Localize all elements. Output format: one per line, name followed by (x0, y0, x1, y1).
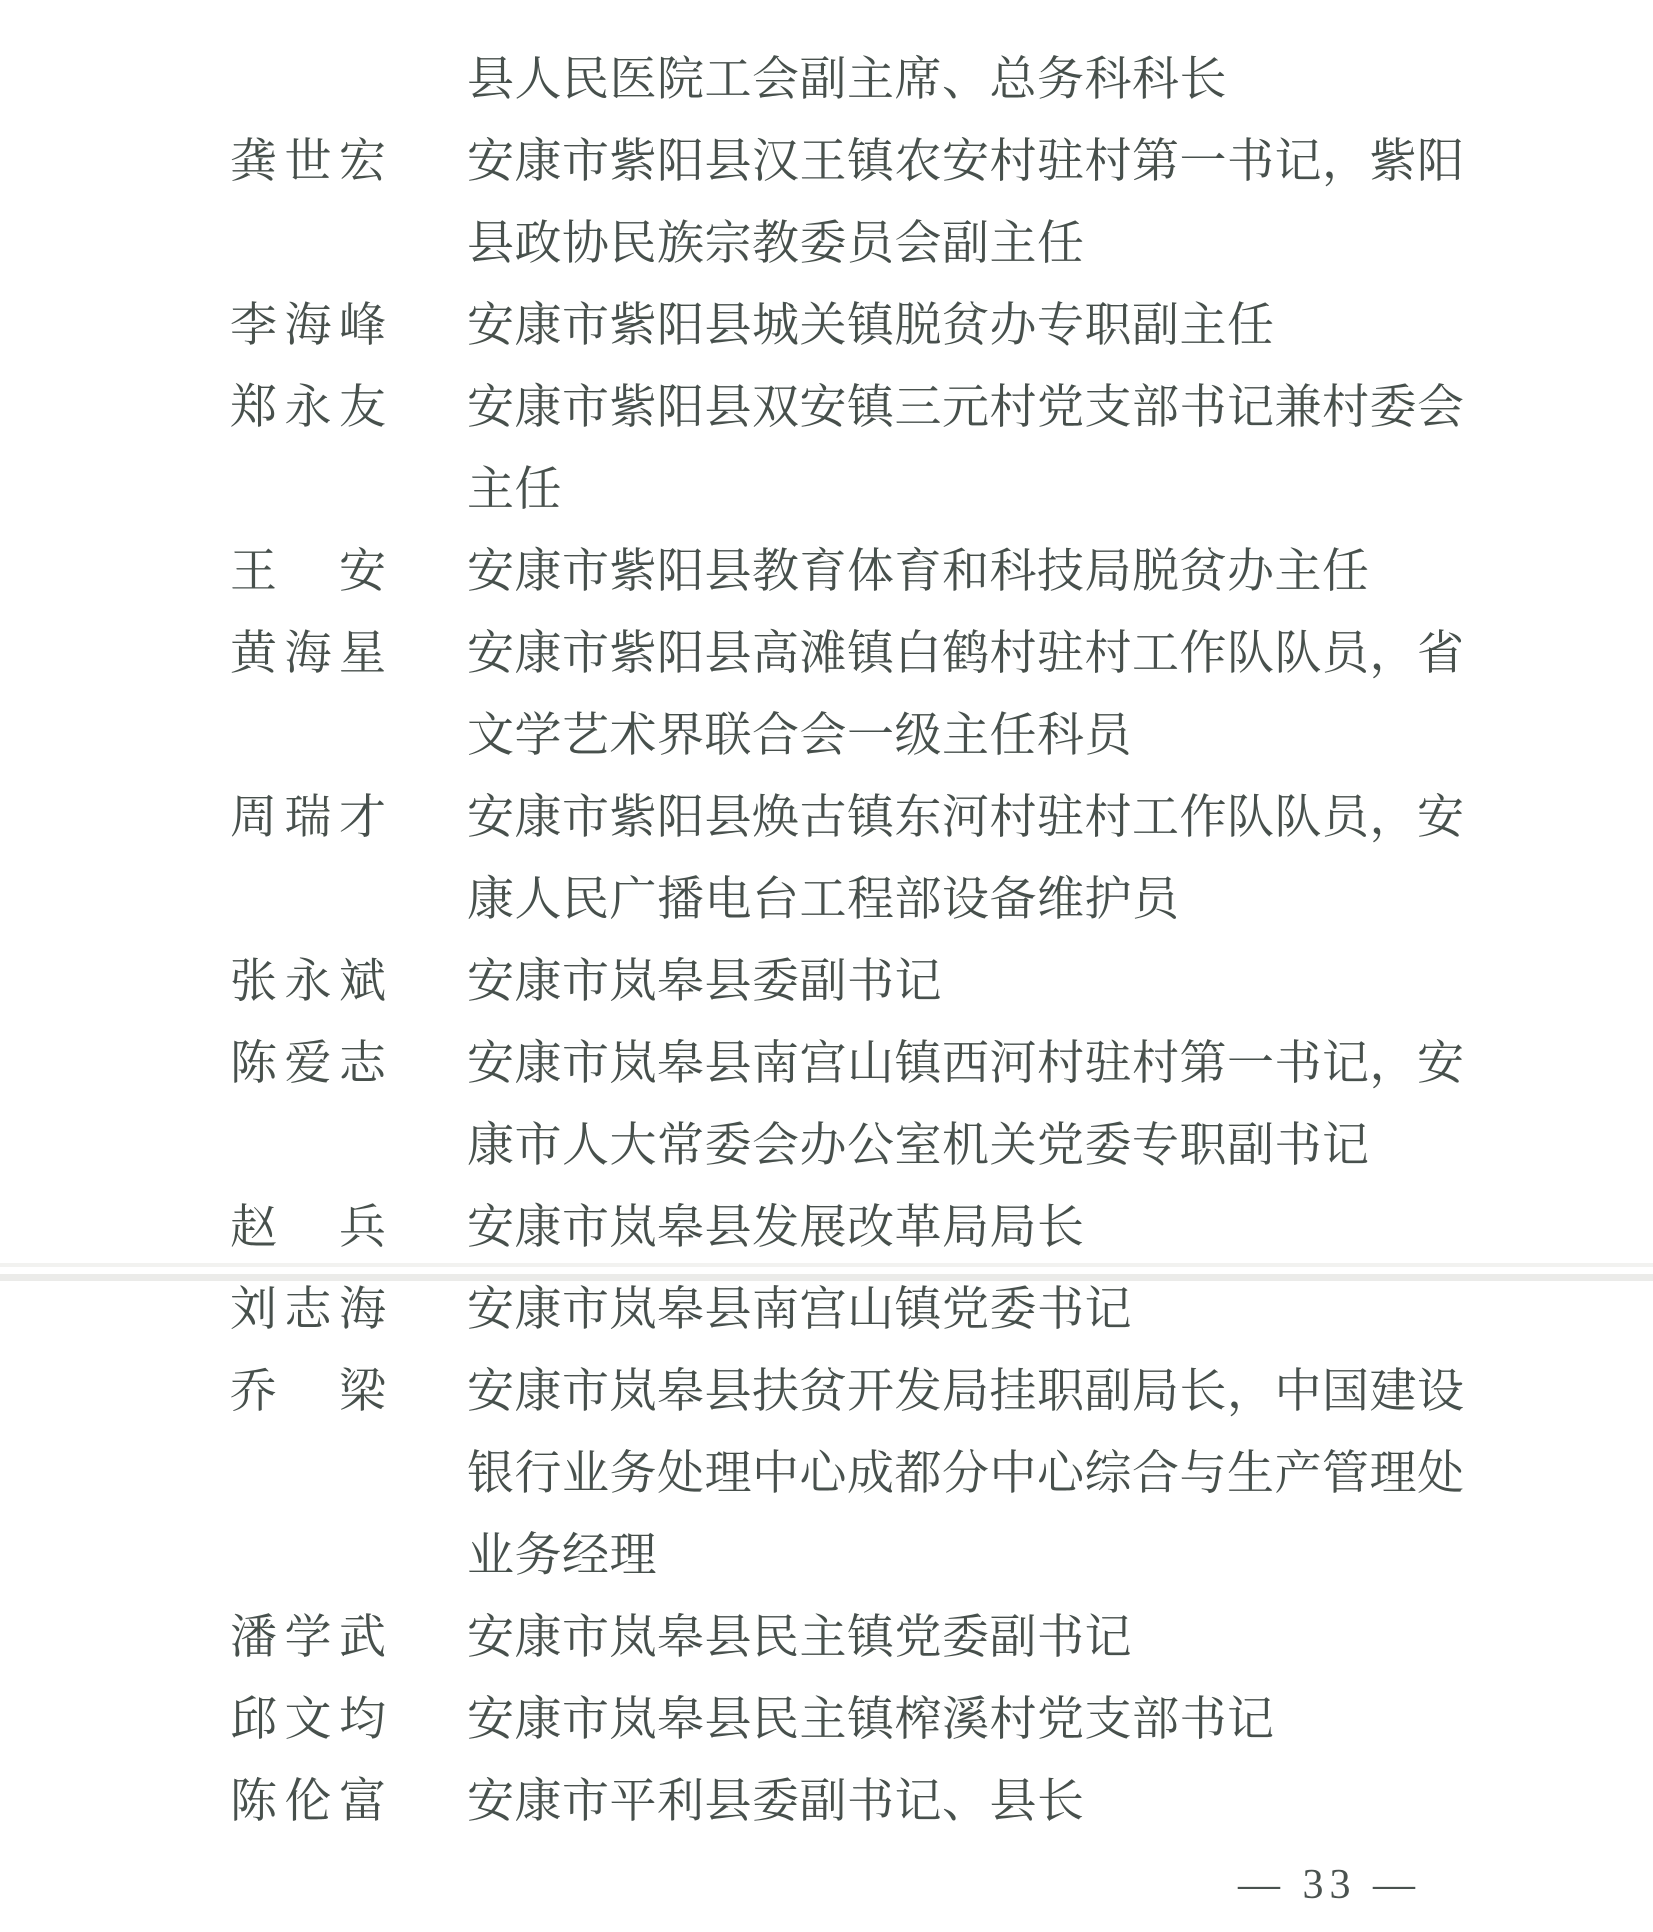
honoree-role-line: 安康市岚皋县南宫山镇党委书记 (467, 1284, 1132, 1336)
honoree-role-line: 康市人大常委会办公室机关党委专职副书记 (467, 1120, 1370, 1172)
honoree-entry (230, 777, 1653, 941)
page-number: — 33 — (1238, 1862, 1421, 1908)
honoree-role-line: 安康市紫阳县教育体育和科技局脱贫办主任 (467, 546, 1370, 598)
honoree-entry (230, 121, 1653, 285)
honoree-role-line: 安康市紫阳县城关镇脱贫办专职副主任 (467, 300, 1275, 352)
honoree-name: 王安 (230, 546, 386, 598)
honoree-role-column (467, 941, 1653, 1023)
honoree-entry (230, 367, 1653, 531)
honoree-role-column (467, 121, 1653, 285)
honoree-entry (230, 531, 1653, 613)
honoree-entry (230, 39, 1653, 121)
honoree-entry (230, 1269, 1653, 1351)
honoree-name-column (230, 613, 386, 695)
honoree-role-column (467, 613, 1653, 777)
honoree-role-column (467, 1679, 1653, 1761)
honoree-entry (230, 1023, 1653, 1187)
honoree-list (230, 39, 1653, 1843)
honoree-name: 刘志海 (230, 1284, 386, 1336)
honoree-role-line: 安康市紫阳县高滩镇白鹤村驻村工作队队员，省 (467, 628, 1465, 680)
honoree-role-column (467, 1761, 1653, 1843)
honoree-role-line: 县人民医院工会副主席、总务科科长 (467, 54, 1227, 106)
honoree-name-column (230, 121, 386, 203)
honoree-name: 陈爱志 (230, 1038, 386, 1090)
honoree-role-column (467, 777, 1653, 941)
honoree-role-line: 安康市平利县委副书记、县长 (467, 1776, 1085, 1828)
honoree-role-line: 安康市岚皋县民主镇榨溪村党支部书记 (467, 1694, 1275, 1746)
honoree-entry (230, 1351, 1653, 1597)
honoree-role-column (467, 1351, 1653, 1597)
honoree-entry (230, 1679, 1653, 1761)
honoree-role-column (467, 367, 1653, 531)
honoree-role-line: 银行业务处理中心成都分中心综合与生产管理处 (467, 1448, 1465, 1500)
honoree-entry (230, 941, 1653, 1023)
honoree-name-column (230, 1679, 386, 1761)
honoree-name-column (230, 1023, 386, 1105)
honoree-role-line: 安康市岚皋县发展改革局局长 (467, 1202, 1085, 1254)
honoree-role-column (467, 1597, 1653, 1679)
honoree-name: 李海峰 (230, 300, 386, 352)
honoree-name-column (230, 1351, 386, 1433)
honoree-entry (230, 613, 1653, 777)
honoree-name: 周瑞才 (230, 792, 386, 844)
honoree-role-line: 文学艺术界联合会一级主任科员 (467, 710, 1132, 762)
honoree-name-column (230, 531, 386, 613)
honoree-role-column (467, 531, 1653, 613)
honoree-name-column (230, 285, 386, 367)
honoree-name-column (230, 1269, 386, 1351)
honoree-name-column (230, 1597, 386, 1679)
honoree-role-line: 业务经理 (467, 1530, 657, 1582)
honoree-role-line: 安康市岚皋县民主镇党委副书记 (467, 1612, 1132, 1664)
honoree-name-column (230, 1761, 386, 1843)
honoree-entry (230, 1187, 1653, 1269)
honoree-name: 乔梁 (230, 1366, 386, 1418)
honoree-role-column (467, 1269, 1653, 1351)
honoree-role-line: 安康市岚皋县南宫山镇西河村驻村第一书记，安 (467, 1038, 1465, 1090)
honoree-role-line: 康人民广播电台工程部设备维护员 (467, 874, 1180, 926)
honoree-name-column (230, 1187, 386, 1269)
honoree-name-column (230, 777, 386, 859)
honoree-role-line: 安康市岚皋县扶贫开发局挂职副局长，中国建设 (467, 1366, 1465, 1418)
honoree-name: 邱文均 (230, 1694, 386, 1746)
honoree-name: 龚世宏 (230, 136, 386, 188)
honoree-role-column (467, 285, 1653, 367)
honoree-role-line: 安康市紫阳县焕古镇东河村驻村工作队队员，安 (467, 792, 1465, 844)
honoree-role-line: 安康市岚皋县委副书记 (467, 956, 942, 1008)
honoree-role-line: 县政协民族宗教委员会副主任 (467, 218, 1085, 270)
honoree-name: 张永斌 (230, 956, 386, 1008)
honoree-name: 赵兵 (230, 1202, 386, 1254)
honoree-name: 郑永友 (230, 382, 386, 434)
honoree-name: 潘学武 (230, 1612, 386, 1664)
honoree-entry (230, 285, 1653, 367)
honoree-entry (230, 1761, 1653, 1843)
honoree-role-line: 安康市紫阳县双安镇三元村党支部书记兼村委会 (467, 382, 1465, 434)
honoree-role-line: 安康市紫阳县汉王镇农安村驻村第一书记，紫阳 (467, 136, 1465, 188)
honoree-entry (230, 1597, 1653, 1679)
honoree-name-column (230, 941, 386, 1023)
honoree-name: 黄海星 (230, 628, 386, 680)
honoree-role-column (467, 1187, 1653, 1269)
honoree-name-column (230, 367, 386, 449)
honoree-role-column (467, 1023, 1653, 1187)
honoree-name: 陈伦富 (230, 1776, 386, 1828)
honoree-role-line: 主任 (467, 464, 562, 516)
honoree-role-column (467, 39, 1653, 121)
